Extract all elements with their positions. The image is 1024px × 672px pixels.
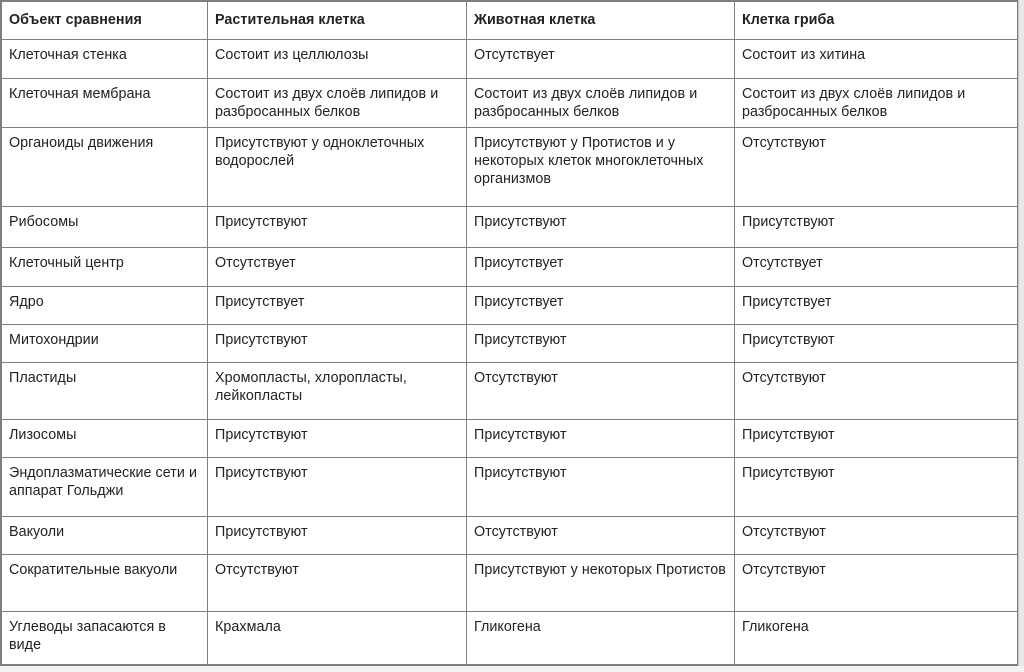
animal-cell-value: Присутствуют	[467, 324, 735, 362]
vertical-scrollbar[interactable]	[1018, 0, 1024, 672]
row-label: Углеводы запасаются в виде	[2, 611, 208, 665]
fungus-cell-value: Гликогена	[735, 611, 1020, 665]
animal-cell-value: Присутствуют	[467, 420, 735, 458]
animal-cell-value: Отсутствуют	[467, 362, 735, 420]
plant-cell-value: Присутствуют	[208, 324, 467, 362]
fungus-cell-value: Присутствуют	[735, 324, 1020, 362]
fungus-cell-value: Состоит из хитина	[735, 40, 1020, 79]
table-row	[2, 611, 1020, 665]
row-label: Эндоплазматические сети и аппарат Гольджи	[2, 458, 208, 517]
row-label: Рибосомы	[2, 206, 208, 247]
plant-cell-value: Крахмала	[208, 611, 467, 665]
table-row	[2, 247, 1020, 286]
animal-cell-value: Присутствует	[467, 286, 735, 324]
animal-cell-value: Отсутствуют	[467, 516, 735, 554]
animal-cell-value: Присутствуют у Протистов и у некоторых клеток многоклеточных организмов	[467, 128, 735, 206]
plant-cell-value: Присутствует	[208, 286, 467, 324]
plant-cell-value: Присутствуют	[208, 206, 467, 247]
row-label: Клеточный центр	[2, 247, 208, 286]
table-row	[2, 79, 1020, 128]
fungus-cell-value: Отсутствует	[735, 247, 1020, 286]
animal-cell-value: Присутствуют	[467, 458, 735, 517]
table-row	[2, 286, 1020, 324]
row-label: Органоиды движения	[2, 128, 208, 206]
table-row	[2, 128, 1020, 206]
plant-cell-value: Хромопласты, хлоропласты, лейкопласты	[208, 362, 467, 420]
header-comparison-object: Объект сравнения	[2, 2, 208, 40]
plant-cell-value: Отсутствуют	[208, 554, 467, 611]
row-label: Ядро	[2, 286, 208, 324]
table-row	[2, 206, 1020, 247]
header-plant-cell: Растительная клетка	[208, 2, 467, 40]
animal-cell-value: Присутствуют	[467, 206, 735, 247]
plant-cell-value: Присутствуют у одноклеточных водорослей	[208, 128, 467, 206]
row-label: Клеточная стенка	[2, 40, 208, 79]
fungus-cell-value: Отсутствуют	[735, 128, 1020, 206]
fungus-cell-value: Отсутствуют	[735, 554, 1020, 611]
row-label: Клеточная мембрана	[2, 79, 208, 128]
animal-cell-value: Гликогена	[467, 611, 735, 665]
plant-cell-value: Присутствуют	[208, 458, 467, 517]
row-label: Митохондрии	[2, 324, 208, 362]
header-fungus-cell: Клетка гриба	[735, 2, 1020, 40]
plant-cell-value: Состоит из двух слоёв липидов и разбросанных белков	[208, 79, 467, 128]
header-animal-cell: Животная клетка	[467, 2, 735, 40]
animal-cell-value: Состоит из двух слоёв липидов и разбросанных белков	[467, 79, 735, 128]
table-row	[2, 324, 1020, 362]
plant-cell-value: Присутствуют	[208, 420, 467, 458]
row-label: Сократительные вакуоли	[2, 554, 208, 611]
animal-cell-value: Присутствует	[467, 247, 735, 286]
fungus-cell-value: Состоит из двух слоёв липидов и разбросанных белков	[735, 79, 1020, 128]
row-label: Вакуоли	[2, 516, 208, 554]
plant-cell-value: Состоит из целлюлозы	[208, 40, 467, 79]
table-row	[2, 362, 1020, 420]
animal-cell-value: Отсутствует	[467, 40, 735, 79]
table-row	[2, 40, 1020, 79]
table-row	[2, 516, 1020, 554]
fungus-cell-value: Отсутствуют	[735, 516, 1020, 554]
row-label: Пластиды	[2, 362, 208, 420]
row-label: Лизосомы	[2, 420, 208, 458]
bottom-page-edge	[0, 666, 1024, 672]
plant-cell-value: Присутствуют	[208, 516, 467, 554]
fungus-cell-value: Отсутствуют	[735, 362, 1020, 420]
animal-cell-value: Присутствуют у некоторых Протистов	[467, 554, 735, 611]
fungus-cell-value: Присутствуют	[735, 206, 1020, 247]
fungus-cell-value: Присутствуют	[735, 458, 1020, 517]
plant-cell-value: Отсутствует	[208, 247, 467, 286]
cell-comparison-table	[1, 1, 1020, 665]
fungus-cell-value: Присутствует	[735, 286, 1020, 324]
table-row	[2, 458, 1020, 517]
fungus-cell-value: Присутствуют	[735, 420, 1020, 458]
table-row	[2, 554, 1020, 611]
table-header-row	[2, 2, 1020, 40]
table-row	[2, 420, 1020, 458]
